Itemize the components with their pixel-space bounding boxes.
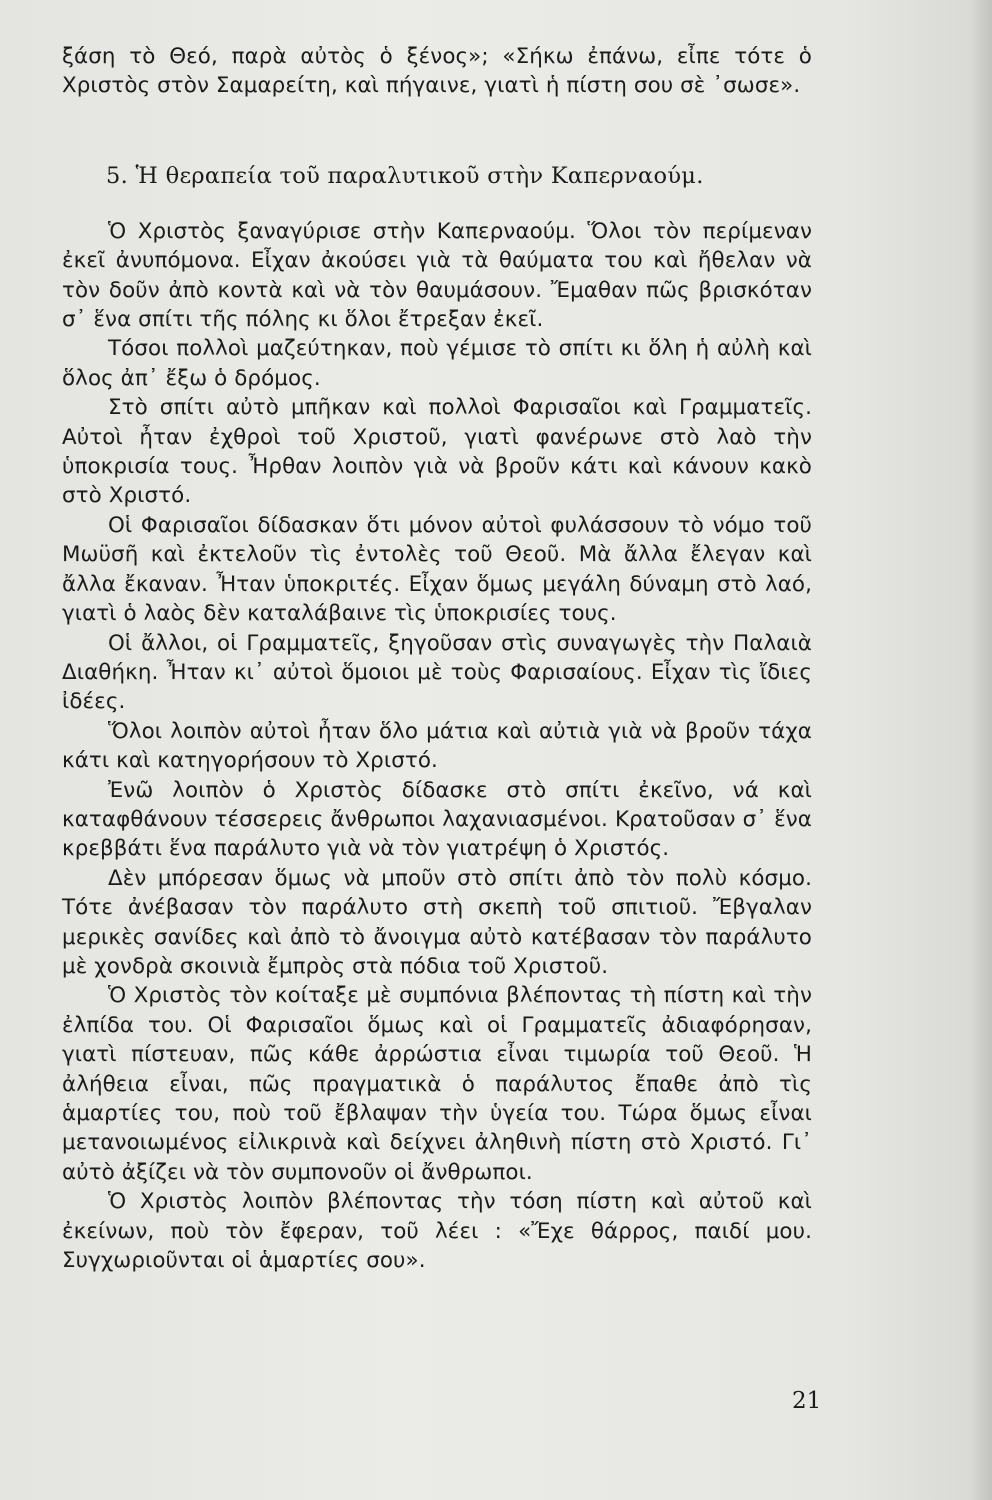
carryover-paragraph: ξάση τὸ Θεό, παρὰ αὐτὸς ὁ ξένος»; «Σήκω ἐπάνω, εἶπε τότε ὁ Χριστὸς στὸν Σαμαρείτη, καὶ πήγαινε, γιατὶ ἡ πίστη σου σὲ ᾿σωσε».: [62, 44, 812, 99]
paragraph: Ὁ Χριστὸς τὸν κοίταξε μὲ συμπόνια βλέποντας τὴ πίστη καὶ τὴν ἐλπίδα του. Οἱ Φαρισαῖοι ὅμως καὶ οἱ Γραμματεῖς ἀδιαφόρησαν, γιατὶ πίστευαν, πῶς κάθε ἀρρώστια εἶναι τιμωρία τοῦ Θεοῦ. Ἡ ἀλήθεια εἶναι, πῶς πραγματικὰ ὁ παράλυτος ἔπαθε ἀπὸ τὶς ἁμαρτίες του, ποὺ τοῦ ἔβλαψαν τὴν ὑγεία του. Τώρα ὅμως εἶναι μετανοιωμένος εἰλικρινὰ καὶ δείχνει ἀληθινὴ πίστη στὸ Χριστό. Γι᾿ αὐτὸ ἀξίζει νὰ τὸν συμπονοῦν οἱ ἄνθρωποι.: [62, 983, 812, 1185]
paragraph: Ὁ Χριστὸς ξαναγύρισε στὴν Καπερναούμ. Ὅλοι τὸν περίμεναν ἐκεῖ ἀνυπόμονα. Εἶχαν ἀκούσει γιὰ τὰ θαύματα του καὶ ἤθελαν νὰ τὸν δοῦν ἀπὸ κοντὰ καὶ νὰ τὸν θαυμάσουν. Ἔμαθαν πῶς βρισκόταν σ᾿ ἕνα σπίτι τῆς πόλης κι ὅλοι ἔτρεξαν ἐκεῖ.: [62, 218, 812, 333]
section-heading: 5. Ἡ θεραπεία τοῦ παραλυτικοῦ στὴν Καπερναούμ.: [106, 162, 704, 189]
page-number: 21: [792, 1388, 822, 1414]
paragraph: Ὁ Χριστὸς λοιπὸν βλέποντας τὴν τόση πίστη καὶ αὐτοῦ καὶ ἐκείνων, ποὺ τὸν ἔφεραν, τοῦ λέει : «Ἔχε θάρρος, παιδί μου. Συγχωριοῦνται οἱ ἁμαρτίες σου».: [62, 1189, 812, 1274]
paragraph: Τόσοι πολλοὶ μαζεύτηκαν, ποὺ γέμισε τὸ σπίτι κι ὅλη ἡ αὐλὴ καὶ ὅλος ἀπ᾿ ἔξω ὁ δρόμος.: [62, 336, 812, 391]
paragraph: Δὲν μπόρεσαν ὅμως νὰ μποῦν στὸ σπίτι ἀπὸ τὸν πολὺ κόσμο. Τότε ἀνέβασαν τὸν παράλυτο στὴ σκεπὴ τοῦ σπιτιοῦ. Ἔβγαλαν μερικὲς σανίδες καὶ ἀπὸ τὸ ἄνοιγμα αὐτὸ κατέβασαν τὸν παράλυτο μὲ χονδρὰ σκοινιὰ ἔμπρὸς στὰ πόδια τοῦ Χριστοῦ.: [62, 865, 812, 979]
paragraph: Οἱ Φαρισαῖοι δίδασκαν ὅτι μόνον αὐτοὶ φυλάσσουν τὸ νόμο τοῦ Μωϋσῆ καὶ ἐκτελοῦν τὶς ἐντολὲς τοῦ Θεοῦ. Μὰ ἄλλα ἔλεγαν καὶ ἄλλα ἔκαναν. Ἦταν ὑποκριτές. Εἶχαν ὅμως μεγάλη δύναμη στὸ λαό, γιατὶ ὁ λαὸς δὲν καταλάβαινε τὶς ὑποκρισίες τους.: [62, 512, 812, 627]
page-edge-shadow: [970, 0, 992, 1500]
paragraph: Στὸ σπίτι αὐτὸ μπῆκαν καὶ πολλοὶ Φαρισαῖοι καὶ Γραμματεῖς. Αὐτοὶ ἦταν ἐχθροὶ τοῦ Χριστοῦ, γιατὶ φανέρωνε στὸ λαὸ τὴν ὑποκρισία τους. Ἦρθαν λοιπὸν γιὰ νὰ βροῦν κάτι καὶ κάνουν κακὸ στὸ Χριστό.: [62, 395, 812, 509]
paragraph: Ἐνῶ λοιπὸν ὁ Χριστὸς δίδασκε στὸ σπίτι ἐκεῖνο, νά καὶ καταφθάνουν τέσσερεις ἄνθρωποι λαχανιασμένοι. Κρατοῦσαν σ᾿ ἕνα κρεββάτι ἕνα παράλυτο γιὰ νὰ τὸν γιατρέψη ὁ Χριστός.: [62, 777, 812, 862]
page-text: [62, 42, 812, 1275]
paragraph: Οἱ ἄλλοι, οἱ Γραμματεῖς, ξηγοῦσαν στὶς συναγωγὲς τὴν Παλαιὰ Διαθήκη. Ἦταν κι᾿ αὐτοὶ ὅμοιοι μὲ τοὺς Φαρισαίους. Εἶχαν τὶς ἴδιες ἰδέες.: [62, 630, 812, 715]
paragraph: Ὅλοι λοιπὸν αὐτοὶ ἦταν ὅλο μάτια καὶ αὐτιὰ γιὰ νὰ βροῦν τάχα κάτι καὶ κατηγορήσουν τὸ Χριστό.: [62, 718, 812, 774]
